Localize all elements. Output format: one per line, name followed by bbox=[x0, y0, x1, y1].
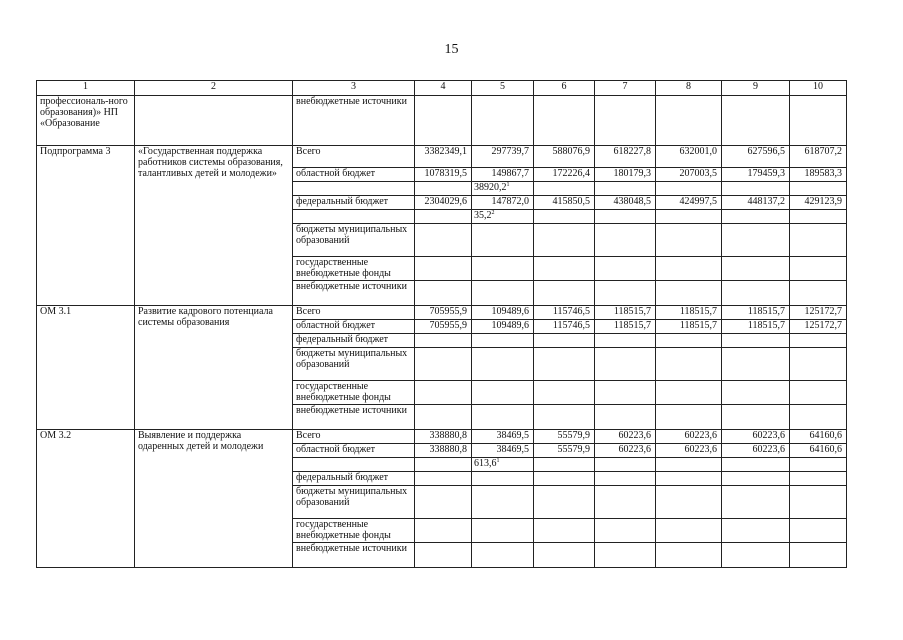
value-cell bbox=[595, 444, 656, 458]
value-cell bbox=[472, 210, 534, 224]
value-cell bbox=[534, 430, 595, 444]
cell-value: 118515,7 bbox=[679, 306, 717, 317]
cell-value: 60223,6 bbox=[684, 444, 717, 455]
cell-value: 189583,3 bbox=[804, 168, 842, 179]
value-cell bbox=[472, 348, 534, 381]
value-cell bbox=[722, 405, 790, 430]
value-cell bbox=[595, 320, 656, 334]
cell-value: 627596,5 bbox=[747, 146, 785, 157]
value-cell bbox=[415, 486, 472, 519]
cell-value: 172226,4 bbox=[552, 168, 590, 179]
value-cell bbox=[415, 306, 472, 320]
value-cell bbox=[472, 430, 534, 444]
source-cell: Всего bbox=[293, 146, 415, 168]
footnote-mark: 1 bbox=[496, 458, 500, 464]
value-cell bbox=[472, 334, 534, 348]
value-cell bbox=[722, 146, 790, 168]
column-header: 6 bbox=[534, 81, 595, 96]
value-cell bbox=[472, 320, 534, 334]
cell-value: 118515,7 bbox=[613, 320, 651, 331]
value-cell bbox=[656, 182, 722, 196]
source-cell: Всего bbox=[293, 430, 415, 444]
source-cell: бюджеты муниципальных образований bbox=[293, 348, 415, 381]
value-cell bbox=[722, 196, 790, 210]
cell-value: 338880,8 bbox=[429, 430, 467, 441]
value-cell bbox=[472, 472, 534, 486]
value-cell bbox=[722, 472, 790, 486]
program-code-cell: Подпрограмма 3 bbox=[37, 146, 135, 306]
value-cell bbox=[534, 320, 595, 334]
cell-value: 149867,7 bbox=[491, 168, 529, 179]
source-cell: государственные внебюджетные фонды bbox=[293, 519, 415, 543]
value-cell bbox=[534, 458, 595, 472]
cell-value: 125172,7 bbox=[804, 306, 842, 317]
value-cell bbox=[595, 405, 656, 430]
cell-value: 438048,5 bbox=[613, 196, 651, 207]
value-cell bbox=[595, 543, 656, 568]
value-cell bbox=[595, 458, 656, 472]
value-cell bbox=[472, 458, 534, 472]
value-cell bbox=[790, 210, 847, 224]
value-cell bbox=[472, 543, 534, 568]
value-cell bbox=[656, 210, 722, 224]
budget-table bbox=[36, 80, 847, 568]
value-cell bbox=[722, 486, 790, 519]
cell-value: 424997,5 bbox=[679, 196, 717, 207]
value-cell bbox=[722, 519, 790, 543]
column-header: 1 bbox=[37, 81, 135, 96]
cell-value: 115746,5 bbox=[552, 306, 590, 317]
value-cell bbox=[534, 196, 595, 210]
value-cell bbox=[722, 224, 790, 257]
value-cell bbox=[415, 430, 472, 444]
value-cell bbox=[472, 519, 534, 543]
value-cell bbox=[722, 306, 790, 320]
cell-value: 64160,6 bbox=[809, 444, 842, 455]
value-cell bbox=[415, 444, 472, 458]
column-header: 4 bbox=[415, 81, 472, 96]
value-cell bbox=[415, 281, 472, 306]
program-name-cell: «Государственная поддержка работников системы образования, талантливых детей и молодежи» bbox=[135, 146, 293, 306]
value-cell bbox=[656, 257, 722, 281]
value-cell bbox=[722, 182, 790, 196]
note-number: 613,6 bbox=[474, 458, 497, 469]
value-cell bbox=[595, 306, 656, 320]
value-cell bbox=[790, 444, 847, 458]
note-value bbox=[474, 210, 529, 221]
value-cell bbox=[472, 196, 534, 210]
value-cell bbox=[472, 257, 534, 281]
value-cell bbox=[534, 334, 595, 348]
value-cell bbox=[595, 281, 656, 306]
value-cell bbox=[415, 196, 472, 210]
source-cell: областной бюджет bbox=[293, 168, 415, 182]
value-cell bbox=[790, 257, 847, 281]
value-cell bbox=[790, 146, 847, 168]
cell-value: 618707,2 bbox=[804, 146, 842, 157]
cell-value: 618227,8 bbox=[613, 146, 651, 157]
value-cell bbox=[790, 405, 847, 430]
cell-value: 207003,5 bbox=[679, 168, 717, 179]
value-cell bbox=[534, 519, 595, 543]
value-cell bbox=[472, 444, 534, 458]
column-header: 3 bbox=[293, 81, 415, 96]
value-cell bbox=[722, 257, 790, 281]
cell-value: 109489,6 bbox=[491, 306, 529, 317]
value-cell bbox=[415, 519, 472, 543]
value-cell bbox=[722, 210, 790, 224]
cell-value: 55579,9 bbox=[557, 444, 590, 455]
program-name-cell: Развитие кадрового потенциала системы образования bbox=[135, 306, 293, 430]
cell-value: 118515,7 bbox=[613, 306, 651, 317]
cell-value: 118515,7 bbox=[747, 306, 785, 317]
value-cell bbox=[534, 257, 595, 281]
value-cell bbox=[656, 306, 722, 320]
page-number: 15 bbox=[444, 42, 459, 57]
source-cell: федеральный бюджет bbox=[293, 334, 415, 348]
value-cell bbox=[534, 381, 595, 405]
source-cell: областной бюджет bbox=[293, 444, 415, 458]
value-cell bbox=[656, 168, 722, 182]
value-cell bbox=[656, 486, 722, 519]
value-cell bbox=[595, 486, 656, 519]
value-cell bbox=[656, 519, 722, 543]
value-cell bbox=[790, 281, 847, 306]
value-cell bbox=[595, 472, 656, 486]
table-row bbox=[37, 306, 847, 320]
value-cell bbox=[534, 146, 595, 168]
cell-value: 115746,5 bbox=[552, 320, 590, 331]
value-cell bbox=[656, 472, 722, 486]
cell-value: 1078319,5 bbox=[424, 168, 467, 179]
value-cell bbox=[656, 196, 722, 210]
value-cell bbox=[595, 430, 656, 444]
cell-value: 448137,2 bbox=[747, 196, 785, 207]
value-cell bbox=[790, 320, 847, 334]
program-code-cell: ОМ 3.2 bbox=[37, 430, 135, 568]
column-header: 10 bbox=[790, 81, 847, 96]
note-number: 35,2 bbox=[474, 210, 492, 221]
value-cell bbox=[415, 182, 472, 196]
value-cell bbox=[472, 182, 534, 196]
value-cell bbox=[595, 146, 656, 168]
cell-value: 705955,9 bbox=[429, 306, 467, 317]
value-cell bbox=[790, 182, 847, 196]
source-cell: областной бюджет bbox=[293, 320, 415, 334]
value-cell bbox=[722, 430, 790, 444]
value-cell bbox=[790, 486, 847, 519]
value-cell bbox=[595, 334, 656, 348]
value-cell bbox=[595, 210, 656, 224]
value-cell bbox=[790, 348, 847, 381]
cell-value: 109489,6 bbox=[491, 320, 529, 331]
value-cell bbox=[415, 348, 472, 381]
value-cell bbox=[415, 381, 472, 405]
source-cell bbox=[293, 458, 415, 472]
value-cell bbox=[656, 320, 722, 334]
value-cell bbox=[472, 306, 534, 320]
note-number: 38920,2 bbox=[474, 182, 507, 193]
value-cell bbox=[472, 405, 534, 430]
value-cell bbox=[595, 381, 656, 405]
source-cell: внебюджетные источники bbox=[293, 281, 415, 306]
cell-value: 60223,6 bbox=[752, 444, 785, 455]
value-cell bbox=[472, 224, 534, 257]
value-cell bbox=[472, 486, 534, 519]
column-header: 8 bbox=[656, 81, 722, 96]
value-cell bbox=[534, 182, 595, 196]
value-cell bbox=[415, 458, 472, 472]
value-cell bbox=[656, 444, 722, 458]
value-cell bbox=[534, 486, 595, 519]
cell-value: 2304029,6 bbox=[424, 196, 467, 207]
value-cell bbox=[722, 320, 790, 334]
value-cell bbox=[656, 458, 722, 472]
program-name-cell: профессиональ-ного образования)» НП «Образование bbox=[37, 96, 135, 146]
value-cell bbox=[722, 348, 790, 381]
source-cell: внебюджетные источники bbox=[293, 405, 415, 430]
value-cell bbox=[534, 210, 595, 224]
cell-value: 118515,7 bbox=[747, 320, 785, 331]
value-cell bbox=[472, 281, 534, 306]
value-cell bbox=[534, 472, 595, 486]
value-cell bbox=[415, 334, 472, 348]
value-cell bbox=[790, 224, 847, 257]
value-cell bbox=[656, 146, 722, 168]
value-cell bbox=[656, 543, 722, 568]
cell-value: 3382349,1 bbox=[424, 146, 467, 157]
cell-value: 179459,3 bbox=[747, 168, 785, 179]
value-cell bbox=[790, 472, 847, 486]
source-cell: внебюджетные источники bbox=[293, 543, 415, 568]
value-cell bbox=[722, 543, 790, 568]
source-cell bbox=[293, 210, 415, 224]
value-cell bbox=[722, 168, 790, 182]
source-cell: бюджеты муниципальных образований bbox=[293, 224, 415, 257]
value-cell bbox=[415, 168, 472, 182]
footnote-mark: 1 bbox=[506, 182, 510, 188]
value-cell bbox=[656, 405, 722, 430]
cell-value: 180179,3 bbox=[613, 168, 651, 179]
cell-value: 705955,9 bbox=[429, 320, 467, 331]
value-cell bbox=[656, 334, 722, 348]
program-name-cell: Выявление и поддержка одаренных детей и молодежи bbox=[135, 430, 293, 568]
value-cell bbox=[415, 543, 472, 568]
value-cell bbox=[656, 381, 722, 405]
value-cell bbox=[595, 257, 656, 281]
cell-value: 55579,9 bbox=[557, 430, 590, 441]
value-cell bbox=[534, 348, 595, 381]
value-cell bbox=[790, 306, 847, 320]
footnote-mark: 2 bbox=[491, 210, 495, 216]
cell-value: 415850,5 bbox=[552, 196, 590, 207]
value-cell bbox=[790, 430, 847, 444]
source-cell: федеральный бюджет bbox=[293, 472, 415, 486]
cell-value: 60223,6 bbox=[618, 444, 651, 455]
empty-cell bbox=[135, 96, 293, 146]
value-cell bbox=[790, 381, 847, 405]
source-cell: внебюджетные источники bbox=[293, 96, 415, 146]
value-cell bbox=[595, 196, 656, 210]
value-cell bbox=[656, 430, 722, 444]
value-cell bbox=[656, 281, 722, 306]
value-cell bbox=[415, 257, 472, 281]
value-cell bbox=[534, 405, 595, 430]
cell-value: 297739,7 bbox=[491, 146, 529, 157]
cell-value: 60223,6 bbox=[684, 430, 717, 441]
cell-value: 60223,6 bbox=[752, 430, 785, 441]
value-cell bbox=[415, 405, 472, 430]
cell-value: 338880,8 bbox=[429, 444, 467, 455]
value-cell bbox=[722, 381, 790, 405]
cell-value: 60223,6 bbox=[618, 430, 651, 441]
value-cell bbox=[472, 168, 534, 182]
value-cell bbox=[595, 168, 656, 182]
value-cell bbox=[534, 543, 595, 568]
value-cell bbox=[415, 472, 472, 486]
value-cell bbox=[534, 281, 595, 306]
source-cell: федеральный бюджет bbox=[293, 196, 415, 210]
value-cell bbox=[656, 224, 722, 257]
cell-value: 125172,7 bbox=[804, 320, 842, 331]
cell-value: 632001,0 bbox=[679, 146, 717, 157]
value-cell bbox=[534, 224, 595, 257]
value-cell bbox=[595, 348, 656, 381]
cell-value: 118515,7 bbox=[679, 320, 717, 331]
value-cell bbox=[790, 458, 847, 472]
value-cell bbox=[415, 320, 472, 334]
value-cell bbox=[790, 334, 847, 348]
value-cell bbox=[722, 458, 790, 472]
value-cell bbox=[534, 444, 595, 458]
value-cell bbox=[722, 281, 790, 306]
table-row bbox=[37, 146, 847, 168]
value-cell bbox=[722, 444, 790, 458]
cell-value: 147872,0 bbox=[491, 196, 529, 207]
value-cell bbox=[595, 182, 656, 196]
cell-value: 38469,5 bbox=[496, 444, 529, 455]
header-row bbox=[37, 81, 847, 96]
value-cell bbox=[790, 168, 847, 182]
note-value bbox=[474, 182, 529, 193]
value-cell bbox=[534, 306, 595, 320]
cell-value: 64160,6 bbox=[809, 430, 842, 441]
value-cell bbox=[790, 519, 847, 543]
column-header: 5 bbox=[472, 81, 534, 96]
value-cell bbox=[595, 519, 656, 543]
source-cell: бюджеты муниципальных образований bbox=[293, 486, 415, 519]
value-cell bbox=[415, 210, 472, 224]
value-cell bbox=[656, 348, 722, 381]
cell-value: 38469,5 bbox=[496, 430, 529, 441]
source-cell: государственные внебюджетные фонды bbox=[293, 381, 415, 405]
program-code-cell: ОМ 3.1 bbox=[37, 306, 135, 430]
table-row bbox=[37, 96, 847, 146]
column-header: 2 bbox=[135, 81, 293, 96]
table-row bbox=[37, 430, 847, 444]
value-cell bbox=[534, 168, 595, 182]
value-cell bbox=[472, 381, 534, 405]
value-cell bbox=[722, 334, 790, 348]
note-value bbox=[474, 458, 529, 469]
value-cell bbox=[472, 146, 534, 168]
source-cell: государственные внебюджетные фонды bbox=[293, 257, 415, 281]
value-cell bbox=[415, 146, 472, 168]
column-header: 7 bbox=[595, 81, 656, 96]
value-cell bbox=[595, 224, 656, 257]
source-cell: Всего bbox=[293, 306, 415, 320]
column-header: 9 bbox=[722, 81, 790, 96]
value-cell bbox=[790, 196, 847, 210]
value-cell bbox=[415, 224, 472, 257]
cell-value: 588076,9 bbox=[552, 146, 590, 157]
value-cell bbox=[790, 543, 847, 568]
cell-value: 429123,9 bbox=[804, 196, 842, 207]
source-cell bbox=[293, 182, 415, 196]
